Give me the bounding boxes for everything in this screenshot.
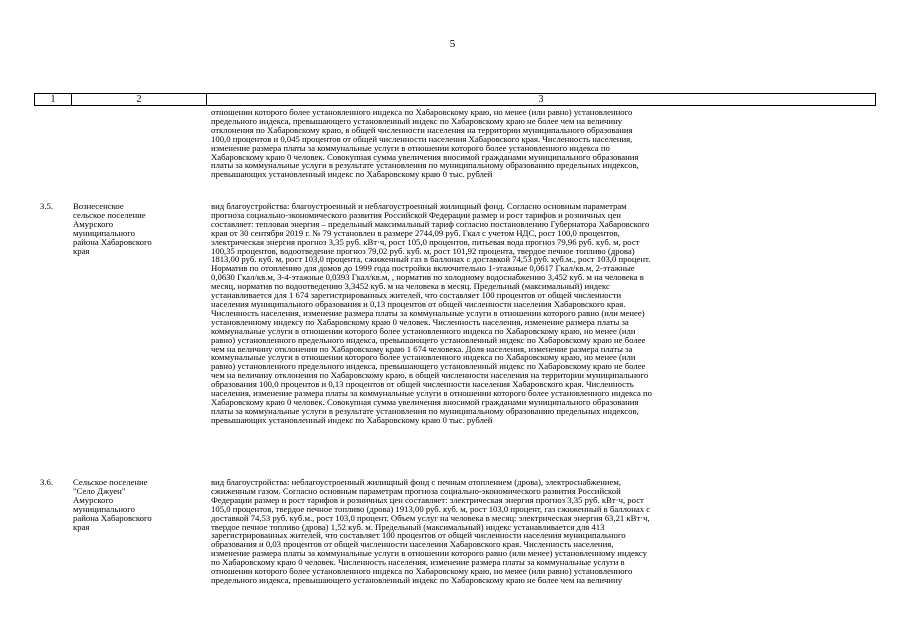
text-line: платы за коммунальные услуги в результате установления по муниципальному образованию предельных индексов, xyxy=(211,405,639,416)
text-line: установленному индексу по Хабаровскому краю 0 человек. Численность населения, изменение размера платы за xyxy=(211,316,629,327)
name-line: Амурского xyxy=(73,218,114,229)
text-line: Численность населения, изменение размера платы за коммунальные услуги в отношении которого равно (или менее) xyxy=(211,307,645,318)
text-line: Норматив по отоплению для домов до 1999 года постройки включительно 1-этажные 0,0617 Гкал/кв.м, 2-этажные xyxy=(211,263,635,274)
column-header-1: 1 xyxy=(50,94,56,105)
text-line: отношении которого более установленного индекса по Хабаровскому краю, но менее (или равно) установленного xyxy=(211,107,633,117)
text-line: сжиженным газом. Согласно основным параметрам прогноза социально-экономического развития Российской xyxy=(211,485,621,496)
row-description xyxy=(211,478,876,585)
text-line: предельного индекса, превышающего установленный индекс по Хабаровскому краю не более чем на величину xyxy=(211,574,623,585)
text-line: Федерации размер и рост тарифов и розничных цен составляет: электрическая энергия прогноз 3,35 руб. кВт·ч, рост xyxy=(211,494,644,505)
name-line: "Село Джуен" xyxy=(73,485,126,496)
text-line: предельного индекса, превышающего установленный индекс по Хабаровскому краю не более чем на величину xyxy=(211,115,623,126)
text-line: доставкой 74,53 руб. куб.м., рост 103,0 процент. Объем услуг на человека в месяц: электрическая энергия 63,21 кВт·ч, xyxy=(211,512,650,523)
name-line: муниципального xyxy=(73,503,136,514)
text-line: отношении которого более установленного индекса по Хабаровскому краю, но менее (или равно) установленного xyxy=(211,566,633,577)
text-line: 100,35 процентов, водоотведение прогноз 79,02 руб. куб. м, рост 101,92 процента, твердое печное топливо (дрова) xyxy=(211,245,635,256)
text-line: Хабаровскому краю 0 человек. Совокупная сумма увеличения вносимой гражданами муниципального образования xyxy=(211,151,639,162)
name-line: района Хабаровского xyxy=(73,236,152,247)
text-line: образования и 0,03 процентов от общей численности населения Хабаровского края. Численность населения, xyxy=(211,539,614,550)
row-number: 3.5. xyxy=(40,201,54,211)
text-line: электрическая энергия прогноз 3,35 руб. кВт·ч, рост 105,0 процентов, питьевая вода прогноз 79,96 руб. куб. м, рост xyxy=(211,236,640,247)
name-line: края xyxy=(73,521,90,532)
name-line: Вознесенское xyxy=(73,201,124,211)
row-description xyxy=(211,202,876,425)
name-line: района Хабаровского xyxy=(73,512,152,523)
name-line: Амурского xyxy=(73,494,114,505)
text-line: платы за коммунальные услуги в результате установления по муниципальному образованию предельных индексов, xyxy=(211,160,639,171)
name-line: Сельское поселение xyxy=(73,477,148,487)
text-line: составляет: тепловая энергия – предельный максимальный тариф согласно постановлению Губернатора Хабаровского xyxy=(211,218,650,229)
text-line: 105,0 процентов, твердое печное топливо (дрова) 1913,00 руб. куб. м, рост 103,0 процент, газ сжиженный в баллонах с xyxy=(211,503,651,514)
table-header-row xyxy=(34,93,876,106)
text-line: изменение размера платы за коммунальные услуги в отношении которого более установленного индекса по xyxy=(211,142,610,153)
text-line: чем на величину отклонения по Хабаровскому краю 1 674 человека. Доля населения, изменение размера платы за xyxy=(211,343,633,354)
text-line: изменение размера платы за коммунальные услуги в отношении которого равно (или менее) установленному индексу xyxy=(211,548,647,559)
text-line: равно) установленного предельного индекса, превышающего установленный индекс по Хабаровскому краю не более xyxy=(211,334,646,345)
text-line: превышающих установленный индекс по Хабаровскому краю 0 тыс. рублей xyxy=(211,169,493,180)
text-line: населения, изменение размера платы за коммунальные услуги в отношении которого более установленного индекса по xyxy=(211,388,652,399)
text-line: 1813,00 руб. куб. м, рост 103,0 процента, сжиженный газ в баллонах с доставкой 74,53 руб. куб.м., рост 103,0 процент. xyxy=(211,254,651,265)
text-line: чем на величину отклонения по Хабаровскому краю, в общей численности населения на территории муниципального xyxy=(211,370,649,381)
text-line: коммунальные услуги в отношении которого более установленного индекса по Хабаровскому краю, но менее (или xyxy=(211,352,636,363)
page-number: 5 xyxy=(449,38,456,50)
municipality-name xyxy=(73,478,203,531)
text-line: по Хабаровскому краю 0 человек. Численность населения, изменение размера платы за коммунальные услуги в xyxy=(211,557,625,568)
text-line: вид благоустройства: неблагоустроенный жилищный фонд с печным отоплением (дрова), электроснабжением, xyxy=(211,477,622,487)
continuation-text xyxy=(211,108,876,179)
column-header-2: 2 xyxy=(136,94,142,105)
municipality-name xyxy=(73,202,203,255)
text-line: 100,0 процентов и 0,045 процентов от общей численности населения Хабаровского края. Численность населения, xyxy=(211,133,633,144)
text-line: отклонения по Хабаровскому краю, в общей численности населения на территории муниципального образования xyxy=(211,124,633,135)
text-line: 0,0630 Гкал/кв.м, 3-4-этажные 0,0393 Гкал/кв.м, , норматив по холодному водоснабжению 3,452 куб. м на человека в xyxy=(211,272,644,283)
text-line: устанавливается для 1 674 зарегистрированных жителей, что составляет 100 процентов от общей численности xyxy=(211,290,622,301)
text-line: вид благоустройства: благоустроенный и неблагоустроенный жилищный фонд. Согласно основным параметрам xyxy=(211,201,627,211)
text-line: месяц, норматив по водоотведению 3,3452 куб. м на человека в месяц. Предельный (максимальный) индекс xyxy=(211,281,610,292)
text-line: края от 30 сентября 2019 г. № 79 установлен в размере 2744,09 руб. Гкал с учетом НДС, рост 100,0 процентов, xyxy=(211,227,620,238)
name-line: муниципального xyxy=(73,227,136,238)
text-line: превышающих установленный индекс по Хабаровскому краю 0 тыс. рублей xyxy=(211,414,493,425)
text-line: коммунальные услуги в отношении которого более установленного индекса по Хабаровскому краю, но менее (или xyxy=(211,325,636,336)
text-line: образования 100,0 процентов и 0,13 процентов от общей численности населения Хабаровского края. Численность xyxy=(211,379,634,390)
text-line: Хабаровскому краю 0 человек. Совокупная сумма увеличения вносимой гражданами муниципального образования xyxy=(211,396,639,407)
text-line: зарегистрированных жителей, что составляет 100 процентов от общей численности населения муниципального xyxy=(211,530,626,541)
name-line: сельское поселение xyxy=(73,209,146,220)
text-line: прогноза социально-экономического развития Российской Федерации размер и рост тарифов и розничных цен xyxy=(211,209,621,220)
row-number: 3.6. xyxy=(40,477,54,487)
name-line: края xyxy=(73,245,90,256)
text-line: твердое печное топливо (дрова) 1,52 куб. м. Предельный (максимальный) индекс устанавливается для 413 xyxy=(211,521,605,532)
text-line: населения муниципального образования и 0,13 процентов от общей численности населения Хабаровского края. xyxy=(211,298,626,309)
column-header-3: 3 xyxy=(538,94,544,105)
text-line: равно) установленного предельного индекса, превышающего установленный индекс по Хабаровскому краю не более xyxy=(211,361,646,372)
